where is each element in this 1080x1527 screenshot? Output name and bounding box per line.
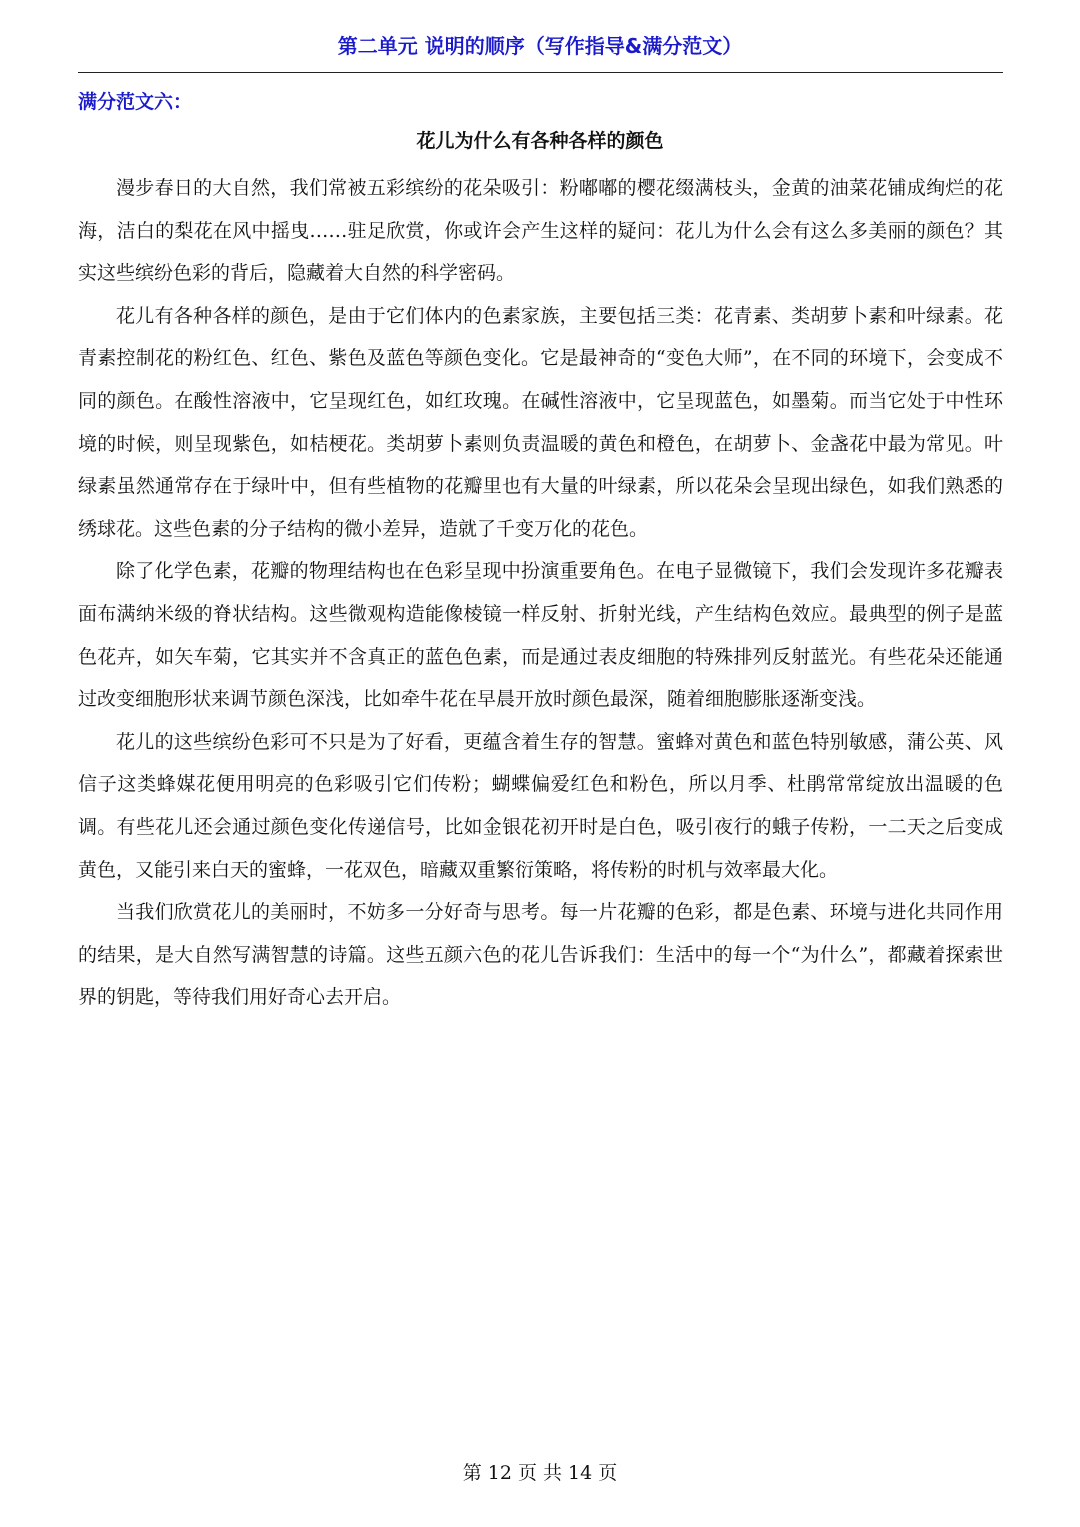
page-header-title: 第二单元 说明的顺序（写作指导&满分范文） [337, 34, 743, 58]
essay-paragraph-5: 当我们欣赏花儿的美丽时，不妨多一分好奇与思考。每一片花瓣的色彩，都是色素、环境与进化共同作用的结果，是大自然写满智慧的诗篇。这些五颜六色的花儿告诉我们：生活中的每一个“为什么”，都藏着探索世界的钥匙，等待我们用好奇心去开启。 [78, 901, 1003, 1009]
essay-paragraph-3: 除了化学色素，花瓣的物理结构也在色彩呈现中扮演重要角色。在电子显微镜下，我们会发现许多花瓣表面布满纳米级的脊状结构。这些微观构造能像棱镜一样反射、折射光线，产生结构色效应。最典型的例子是蓝色花卉，如矢车菊，它其实并不含真正的蓝色色素，而是通过表皮细胞的特殊排列反射蓝光。有些花朵还能通过改变细胞形状来调节颜色深浅，比如牵牛花在早晨开放时颜色最深，随着细胞膨胀逐渐变浅。 [78, 560, 1003, 711]
essay-body [78, 167, 1003, 1019]
section-label: 满分范文六： [78, 91, 193, 113]
essay-paragraph-4: 花儿的这些缤纷色彩可不只是为了好看，更蕴含着生存的智慧。蜜蜂对黄色和蓝色特别敏感，蒲公英、风信子这类蜂媒花便用明亮的色彩吸引它们传粉；蝴蝶偏爱红色和粉色，所以月季、杜鹃常常绽放出温暖的色调。有些花儿还会通过颜色变化传递信号，比如金银花初开时是白色，吸引夜行的蛾子传粉，一二天之后变成黄色，又能引来白天的蜜蜂，一花双色，暗藏双重繁衍策略，将传粉的时机与效率最大化。 [78, 730, 1003, 881]
essay-paragraph-2: 花儿有各种各样的颜色，是由于它们体内的色素家族，主要包括三类：花青素、类胡萝卜素和叶绿素。花青素控制花的粉红色、红色、紫色及蓝色等颜色变化。它是最神奇的“变色大师”，在不同的环境下，会变成不同的颜色。在酸性溶液中，它呈现红色，如红玫瑰。在碱性溶液中，它呈现蓝色，如墨菊。而当它处于中性环境的时候，则呈现紫色，如桔梗花。类胡萝卜素则负责温暖的黄色和橙色，在胡萝卜、金盏花中最为常见。叶绿素虽然通常存在于绿叶中，但有些植物的花瓣里也有大量的叶绿素，所以花朵会呈现出绿色，如我们熟悉的绣球花。这些色素的分子结构的微小差异，造就了千变万化的花色。 [78, 304, 1003, 540]
header-divider [78, 72, 1003, 73]
essay-paragraph-1: 漫步春日的大自然，我们常被五彩缤纷的花朵吸引：粉嘟嘟的樱花缀满枝头，金黄的油菜花铺成绚烂的花海，洁白的梨花在风中摇曳……驻足欣赏，你或许会产生这样的疑问：花儿为什么会有这么多美丽的颜色？其实这些缤纷色彩的背后，隐藏着大自然的科学密码。 [78, 177, 1003, 285]
essay-title: 花儿为什么有各种各样的颜色 [416, 130, 664, 152]
page-number: 第 12 页 共 14 页 [462, 1462, 618, 1484]
